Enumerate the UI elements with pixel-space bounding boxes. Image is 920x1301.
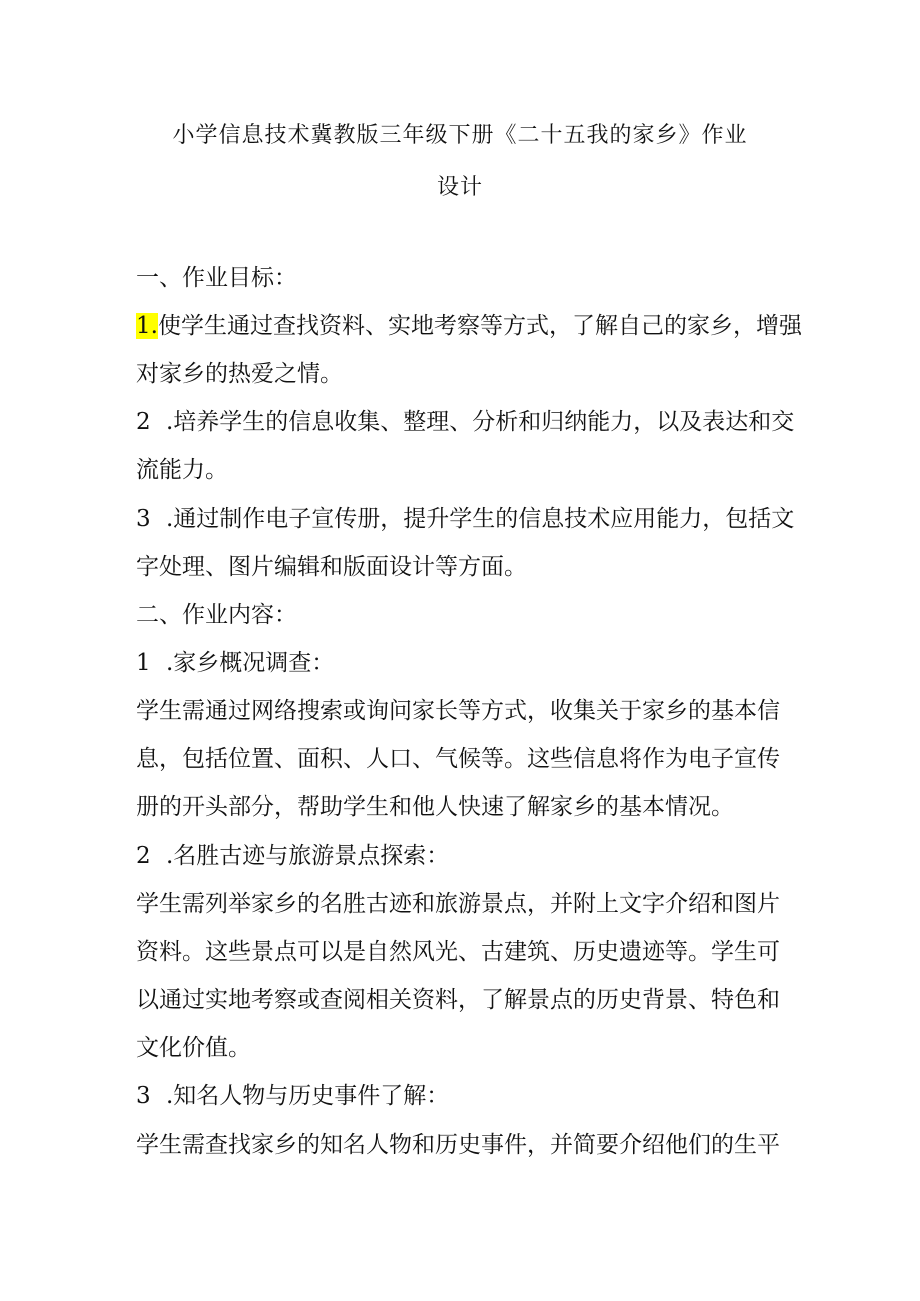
item2-number: 2: [136, 843, 151, 869]
goal3-line2: 字处理、图片编辑和版面设计等方面。: [136, 554, 527, 580]
document-title-line1: 小学信息技术冀教版三年级下册《二十五我的家乡》作业: [172, 123, 748, 148]
item3-heading-text: .知名人物与历史事件了解：: [166, 1083, 450, 1109]
item2-line1: 学生需列举家乡的名胜古迹和旅游景点，并附上文字介绍和图片: [136, 891, 780, 917]
item2-line4: 文化价值。: [136, 1035, 251, 1061]
item3-heading: [136, 1080, 796, 1112]
goal1-line2: 对家乡的热爱之情。: [136, 361, 343, 387]
goal1-text-line1: 使学生通过查找资料、实地考察等方式，了解自己的家乡，增强: [157, 313, 802, 339]
item2-heading: [136, 840, 796, 872]
goal2-text-line1: .培养学生的信息收集、整理、分析和归纳能力，以及表达和交: [166, 409, 795, 435]
goal3-text-line1: .通过制作电子宣传册，提升学生的信息技术应用能力，包括文: [166, 506, 795, 532]
section1-heading: 一、作业目标：: [136, 265, 297, 291]
item3-number: 3: [136, 1083, 151, 1109]
item1-number: 1: [136, 650, 151, 676]
goal2-number: 2: [136, 409, 151, 435]
goal1-line1: [136, 310, 802, 342]
goal3-line1: [136, 503, 796, 535]
item1-line3: 册的开头部分，帮助学生和他人快速了解家乡的基本情况。: [136, 794, 734, 820]
item2-line2: 资料。这些景点可以是自然风光、古建筑、历史遗迹等。学生可: [136, 939, 780, 965]
item2-heading-text: .名胜古迹与旅游景点探索：: [166, 843, 450, 869]
item1-line1: 学生需通过网络搜索或询问家长等方式，收集关于家乡的基本信: [136, 698, 780, 724]
goal2-line2: 流能力。: [136, 457, 228, 483]
goal2-line1: [136, 406, 796, 438]
item1-line2: 息，包括位置、面积、人口、气候等。这些信息将作为电子宣传: [136, 746, 780, 772]
goal1-number-highlight: 1.: [136, 313, 158, 339]
section2-heading: 二、作业内容：: [136, 602, 297, 628]
item1-heading: [136, 647, 796, 679]
item3-line1: 学生需查找家乡的知名人物和历史事件，并简要介绍他们的生平: [136, 1132, 780, 1158]
goal3-number: 3: [136, 506, 151, 532]
document-title-line2: 设计: [436, 175, 483, 200]
item2-line3: 以通过实地考察或查阅相关资料，了解景点的历史背景、特色和: [136, 987, 780, 1013]
item1-heading-text: .家乡概况调查：: [166, 650, 335, 676]
